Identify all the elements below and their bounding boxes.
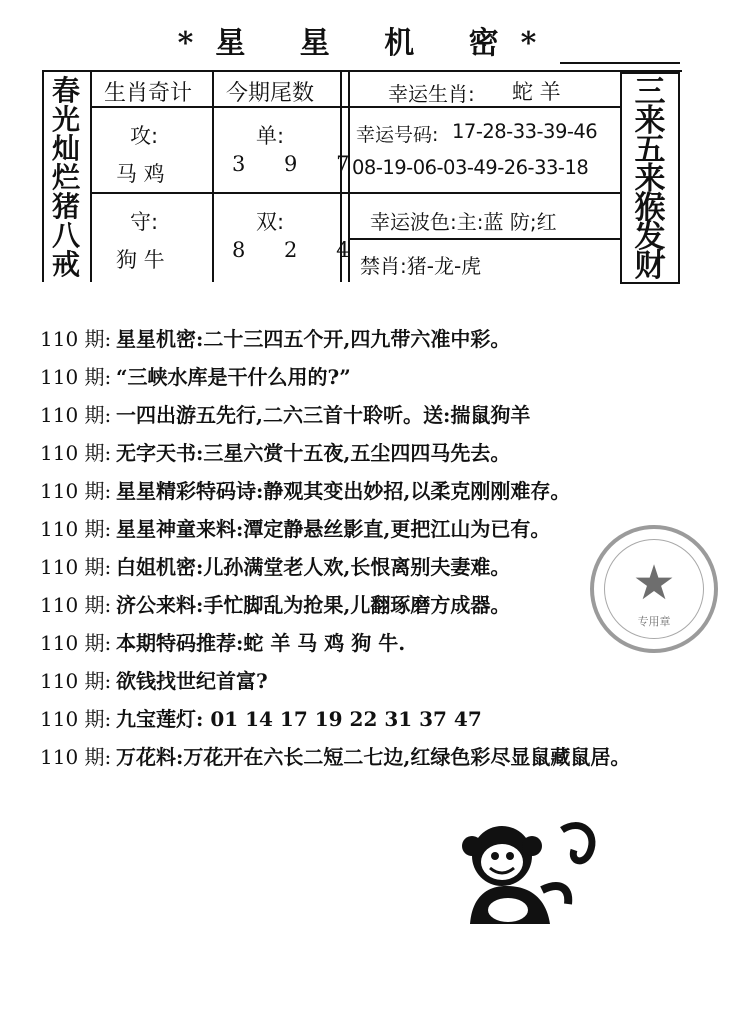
slogan-char: 猴 <box>634 190 666 226</box>
col1-header: 生肖奇计 <box>104 81 193 106</box>
lucky-numbers-line1: 17-28-33-39-46 <box>452 120 598 143</box>
line-text: 星星精彩特码诗:静观其变出妙招,以柔克刚刚难存。 <box>116 479 571 503</box>
list-item <box>40 320 736 358</box>
page-title: *星 星 机 密* <box>177 26 559 61</box>
period-label: 110 期: <box>40 403 112 427</box>
slogan-char: 来 <box>634 103 666 139</box>
period-label: 110 期: <box>40 327 112 351</box>
slogan-char: 春 <box>51 74 80 107</box>
attack-label: 攻: <box>130 124 159 148</box>
defend-value: 狗 牛 <box>116 248 165 272</box>
period-label: 110 期: <box>40 365 112 389</box>
line-text: 万花料:万花开在六长二短二七边,红绿色彩尽显鼠藏鼠居。 <box>116 745 631 769</box>
official-stamp <box>590 525 718 653</box>
line-text: 星星机密:二十三四五个开,四九带六准中彩。 <box>116 327 511 351</box>
line-text: 九宝莲灯: 01 14 17 19 22 31 37 47 <box>116 707 482 731</box>
slogan-char: 来 <box>634 161 666 197</box>
line-text: 一四出游五先行,二六三首十聆听。送:揣鼠狗羊 <box>116 403 531 427</box>
list-item <box>40 358 736 396</box>
lucky-color: 幸运波色:主:蓝 防;红 <box>370 210 557 234</box>
even-value: 8 2 4 <box>232 238 366 262</box>
period-label: 110 期: <box>40 479 112 503</box>
period-label: 110 期: <box>40 707 112 731</box>
monkey-icon <box>450 812 600 924</box>
line-text: 星星神童来料:潭定静悬丝影直,更把江山为已有。 <box>116 517 551 541</box>
line-text: 济公来料:手忙脚乱为抢果,儿翻琢磨方成器。 <box>116 593 511 617</box>
list-item <box>40 396 736 434</box>
list-item <box>40 662 736 700</box>
odd-value: 3 9 7 <box>232 152 366 176</box>
table-top-border <box>42 70 682 72</box>
defend-label: 守: <box>130 210 159 234</box>
slogan-char: 光 <box>51 103 80 136</box>
period-label: 110 期: <box>40 593 112 617</box>
list-item <box>40 434 736 472</box>
row-divider <box>348 238 620 240</box>
period-label: 110 期: <box>40 517 112 541</box>
period-label: 110 期: <box>40 745 112 769</box>
right-slogan <box>620 72 680 284</box>
period-label: 110 期: <box>40 441 112 465</box>
lucky-numbers-line2: 08-19-06-03-49-26-33-18 <box>352 156 589 179</box>
slogan-char: 三 <box>634 74 666 110</box>
period-label: 110 期: <box>40 555 112 579</box>
slogan-char: 烂 <box>51 161 80 194</box>
line-text: 无字天书:三星六赏十五夜,五尘四四马先去。 <box>116 441 511 465</box>
period-label: 110 期: <box>40 631 112 655</box>
slogan-char: 猪 <box>51 190 80 223</box>
col-divider <box>212 70 214 282</box>
lucky-zodiac-value: 蛇 羊 <box>512 80 561 104</box>
slogan-char: 灿 <box>51 132 80 165</box>
slogan-char: 八 <box>51 219 80 252</box>
period-label: 110 期: <box>40 669 112 693</box>
slogan-char: 财 <box>634 248 666 284</box>
list-item <box>40 472 736 510</box>
stamp-label: 专用章 <box>637 615 671 628</box>
slogan-char: 发 <box>634 219 666 255</box>
even-label: 双: <box>256 210 285 234</box>
star-icon: ★ <box>632 555 676 611</box>
slogan-char: 戒 <box>51 248 80 281</box>
banned-zodiac: 禁肖:猪-龙-虎 <box>360 254 482 278</box>
row-divider <box>90 192 620 194</box>
slogan-char: 五 <box>634 132 666 168</box>
line-text: 白姐机密:儿孙满堂老人欢,长恨离别夫妻难。 <box>116 555 511 579</box>
odd-label: 单: <box>256 124 285 148</box>
line-text: 欲钱找世纪首富? <box>116 669 268 693</box>
line-text: “三峡水库是干什么用的?” <box>116 365 351 389</box>
col2-header: 今期尾数 <box>226 81 315 106</box>
left-slogan <box>44 76 88 279</box>
list-item <box>40 738 736 776</box>
attack-value: 马 鸡 <box>116 162 165 186</box>
line-text: 本期特码推荐:蛇 羊 马 鸡 狗 牛. <box>116 631 406 655</box>
lucky-zodiac-label: 幸运生肖: <box>388 82 475 106</box>
list-item <box>40 700 736 738</box>
col-divider <box>90 70 92 282</box>
lucky-numbers-label: 幸运号码: <box>356 124 439 146</box>
title-rule <box>560 62 680 64</box>
